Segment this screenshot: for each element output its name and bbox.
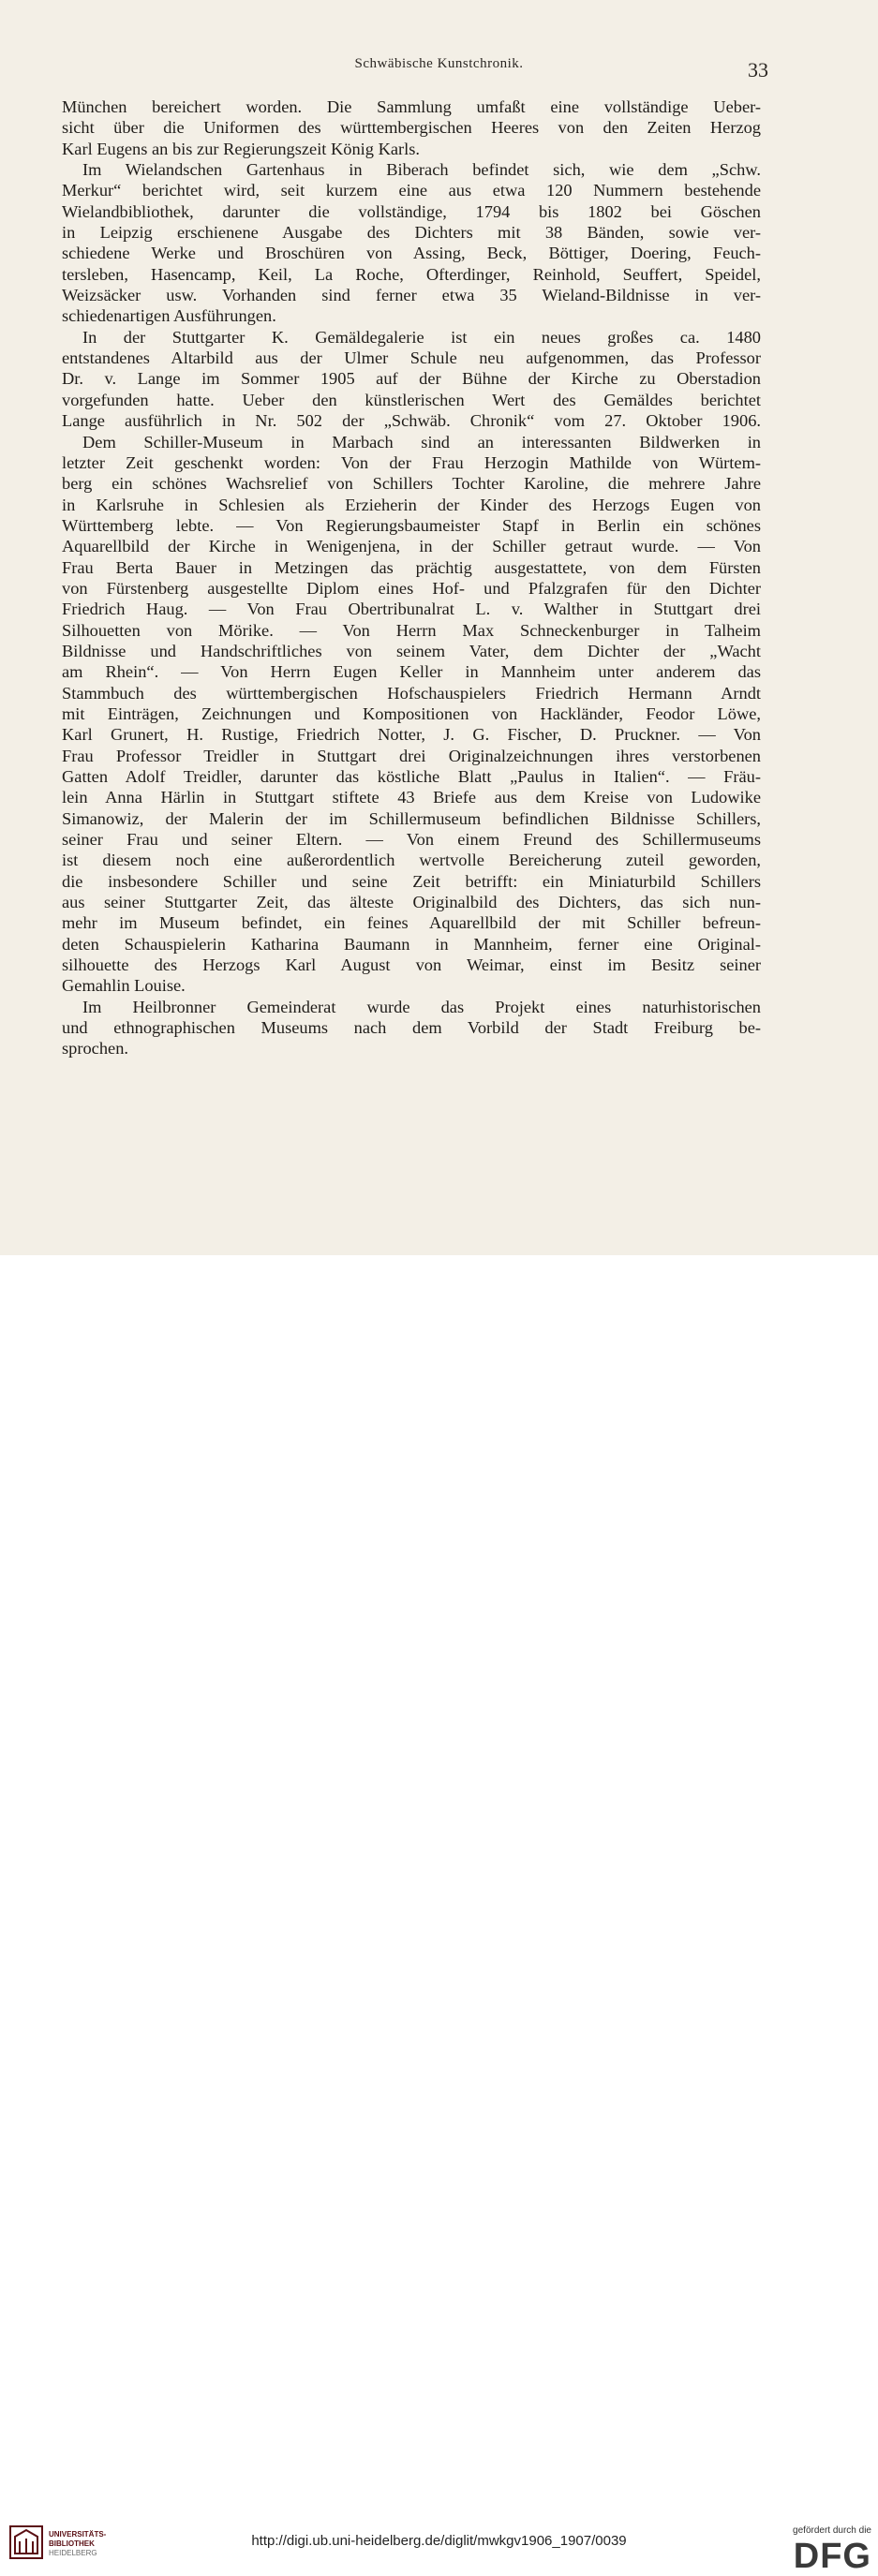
text-line: Frau Berta Bauer in Metzingen das prächtig ausgestattete, von dem Fürsten	[62, 557, 761, 577]
text-line: schiedene Werke und Broschüren von Assing, Beck, Böttiger, Doering, Feuch-	[62, 244, 761, 263]
text-line: sprochen.	[62, 1039, 128, 1059]
text-line: Karl Grunert, H. Rustige, Friedrich Notter, J. G. Fischer, D. Pruckner. — Von	[62, 725, 761, 745]
text-line: tersleben, Hasencamp, Keil, La Roche, Ofterdinger, Reinhold, Seuffert, Speidel,	[62, 264, 761, 284]
text-line: in Karlsruhe in Schlesien als Erzieherin der Kinder des Herzogs Eugen von	[62, 495, 761, 514]
text-line: Wielandbibliothek, darunter die vollständige, 1794 bis 1802 bei Göschen	[62, 201, 761, 221]
funder-caption: gefördert durch die	[793, 2525, 871, 2536]
text-line: Frau Professor Treidler in Stuttgart drei Originalzeichnungen ihres verstorbenen	[62, 746, 761, 765]
text-line: Im Heilbronner Gemeinderat wurde das Projekt eines naturhistorischen	[82, 997, 761, 1016]
text-line: schiedenartigen Ausführungen.	[62, 306, 276, 326]
viewer-footer	[0, 1255, 878, 2576]
text-line: Weizsäcker usw. Vorhanden sind ferner etwa 35 Wieland-Bildnisse in ver-	[62, 286, 761, 305]
text-line: Bildnisse und Handschriftliches von seinem Vater, dem Dichter der „Wacht	[62, 641, 761, 660]
text-line: mehr im Museum befindet, ein feines Aquarellbild der mit Schiller befreun-	[62, 913, 761, 933]
text-line: Gatten Adolf Treidler, darunter das köstliche Blatt „Paulus in Italien“. — Fräu-	[62, 767, 761, 786]
text-line: von Fürstenberg ausgestellte Diplom eines Hof- und Pfalzgrafen für den Dichter	[62, 578, 761, 598]
text-line: vorgefunden hatte. Ueber den künstlerischen Wert des Gemäldes berichtet	[62, 390, 761, 409]
dfg-logo: DFG	[793, 2537, 871, 2576]
text-line: am Rhein“. — Von Herrn Eugen Keller in Mannheim unter anderem das	[62, 662, 761, 682]
text-line: In der Stuttgarter K. Gemäldegalerie ist ein neues großes ca. 1480	[82, 327, 761, 347]
text-line: Silhouetten von Mörike. — Von Herrn Max Schneckenburger in Talheim	[62, 620, 761, 640]
library-name-line: BIBLIOTHEK	[49, 2539, 95, 2548]
text-line: aus seiner Stuttgarter Zeit, das älteste Originalbild des Dichters, das sich nun-	[62, 893, 761, 912]
library-name-line: UNIVERSITÄTS-	[49, 2530, 107, 2539]
text-line: sicht über die Uniformen des württembergischen Heeres von den Zeiten Herzog	[62, 118, 761, 138]
text-line: ist diesem noch eine außerordentlich wertvolle Bereicherung zuteil geworden,	[62, 851, 761, 870]
text-line: Württemberg lebte. — Von Regierungsbaumeister Stapf in Berlin ein schönes	[62, 515, 761, 535]
text-line: und ethnographischen Museums nach dem Vorbild der Stadt Freiburg be-	[62, 1018, 761, 1038]
text-line: letzter Zeit geschenkt worden: Von der Frau Herzogin Mathilde von Würtem-	[62, 452, 761, 472]
text-line: silhouette des Herzogs Karl August von Weimar, einst im Besitz seiner	[62, 955, 761, 975]
running-head: Schwäbische Kunstchronik.	[354, 56, 524, 71]
text-line: Stammbuch des württembergischen Hofschauspielers Friedrich Hermann Arndt	[62, 683, 761, 703]
text-line: entstandenes Altarbild aus der Ulmer Schule neu aufgenommen, das Professor	[62, 348, 761, 368]
text-line: Im Wielandschen Gartenhaus in Biberach befindet sich, wie dem „Schw.	[82, 160, 761, 180]
text-line: München bereichert worden. Die Sammlung umfaßt eine vollständige Ueber-	[62, 97, 761, 116]
permalink-url[interactable]: http://digi.ub.uni-heidelberg.de/diglit/mwkgv1906_1907/0039	[251, 2533, 627, 2549]
text-line: Dem Schiller-Museum in Marbach sind an interessanten Bildwerken in	[82, 432, 761, 452]
text-line: in Leipzig erschienene Ausgabe des Dichters mit 38 Bänden, sowie ver-	[62, 223, 761, 243]
text-line: Dr. v. Lange im Sommer 1905 auf der Bühne der Kirche zu Oberstadion	[62, 369, 761, 389]
text-line: berg ein schönes Wachsrelief von Schillers Tochter Karoline, die mehrere Jahre	[62, 474, 761, 494]
page-number: 33	[748, 58, 768, 81]
text-line: Karl Eugens an bis zur Regierungszeit König Karls.	[62, 139, 421, 158]
text-line: Simanowiz, der Malerin der im Schillermuseum befindlichen Bildnisse Schillers,	[62, 808, 761, 828]
text-line: die insbesondere Schiller und seine Zeit betrifft: ein Miniaturbild Schillers	[62, 871, 761, 891]
text-line: Merkur“ berichtet wird, seit kurzem eine aus etwa 120 Nummern bestehende	[62, 181, 761, 200]
scanned-page	[0, 0, 878, 1255]
text-line: lein Anna Härlin in Stuttgart stiftete 43 Briefe aus dem Kreise von Ludowike	[62, 788, 761, 807]
library-name-line: HEIDELBERG	[49, 2549, 97, 2557]
body-text	[62, 96, 761, 1059]
text-line: Friedrich Haug. — Von Frau Obertribunalrat L. v. Walther in Stuttgart drei	[62, 600, 761, 619]
text-line: Gemahlin Louise.	[62, 976, 186, 996]
text-line: mit Einträgen, Zeichnungen und Kompositionen von Hackländer, Feodor Löwe,	[62, 703, 761, 723]
text-line: Aquarellbild der Kirche in Wenigenjena, in der Schiller getraut wurde. — Von	[62, 537, 761, 556]
text-line: deten Schauspielerin Katharina Baumann in Mannheim, ferner eine Original-	[62, 934, 761, 954]
text-line: Lange ausführlich in Nr. 502 der „Schwäb. Chronik“ vom 27. Oktober 1906.	[62, 411, 761, 431]
text-line: seiner Frau und seiner Eltern. — Von einem Freund des Schillermuseums	[62, 830, 761, 850]
